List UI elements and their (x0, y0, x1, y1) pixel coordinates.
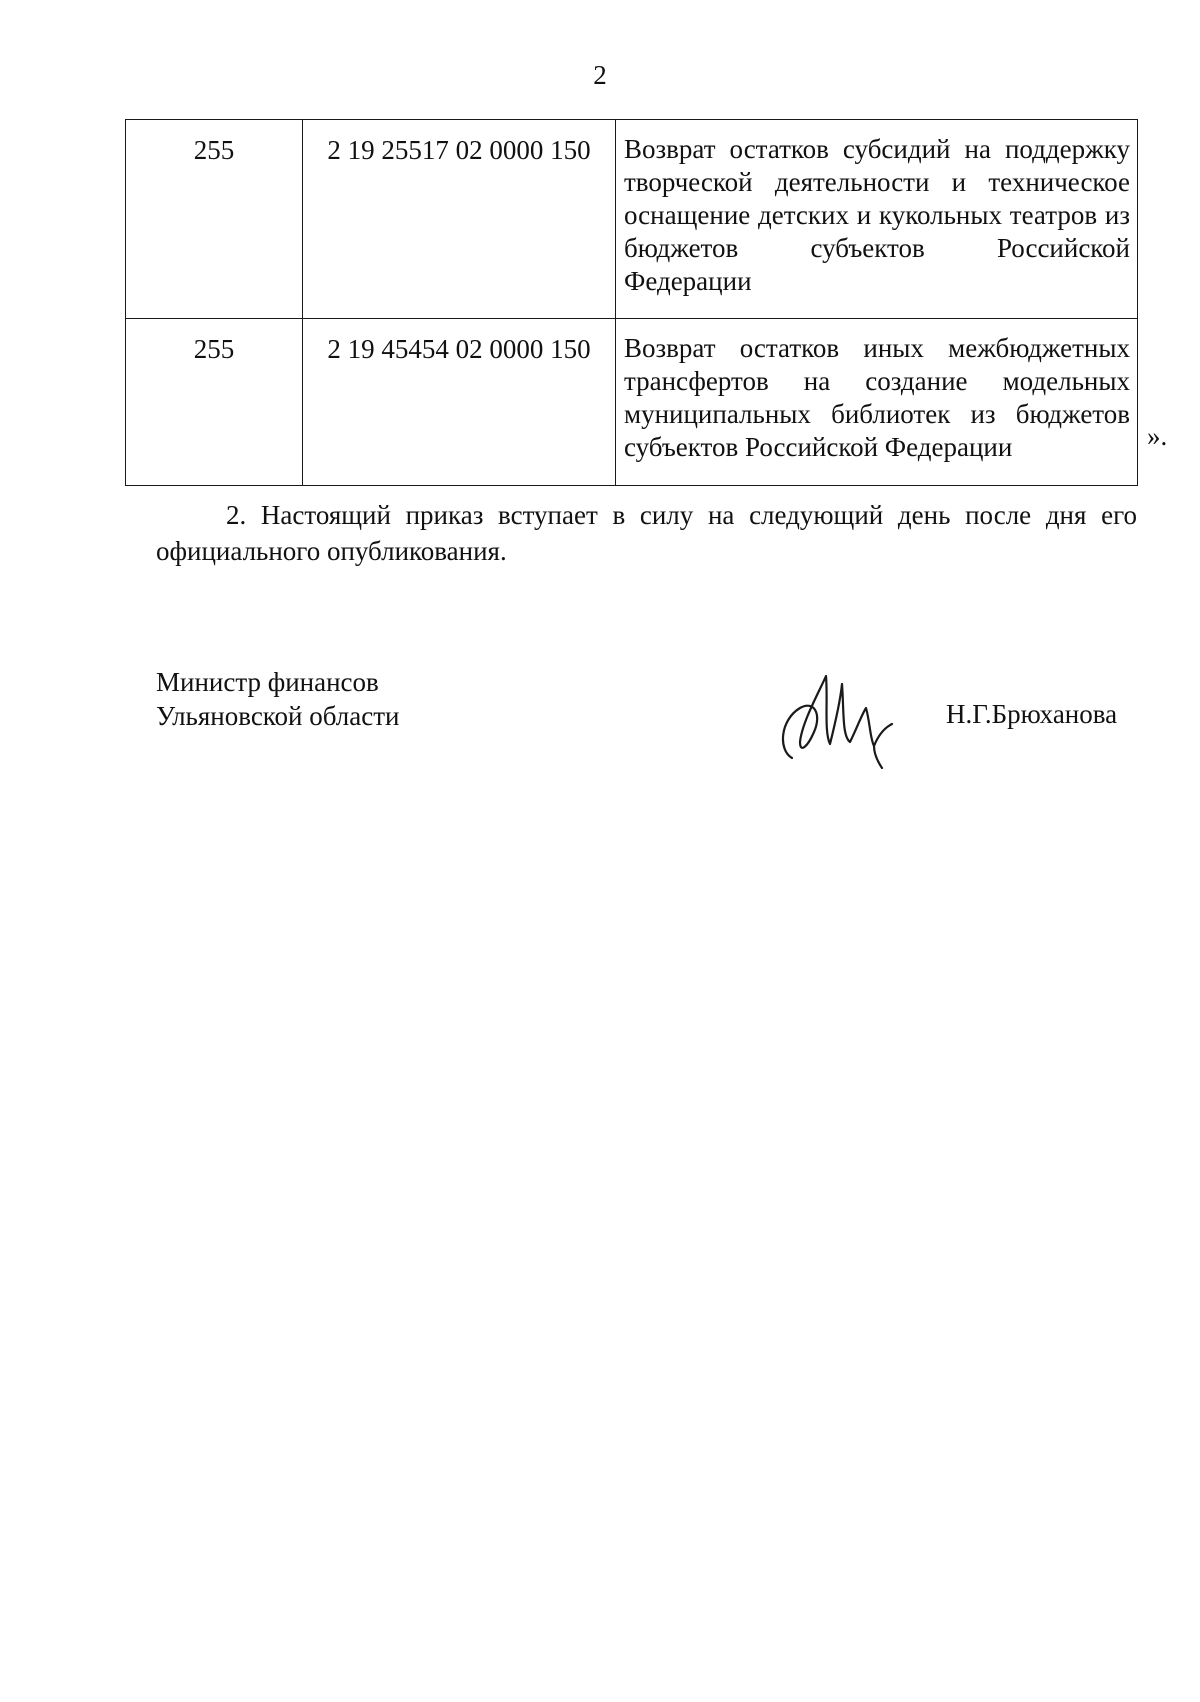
closing-quote: ». (1147, 421, 1168, 451)
description-cell: Возврат остатков субсидий на поддержку творческой деятельности и техническое оснащение детских и кукольных театров из бюджетов субъектов Российской Федерации (616, 120, 1138, 319)
handwritten-signature (770, 670, 900, 770)
signatory-title-line: Ульяновской области (156, 701, 400, 731)
signatory-title-line: Министр финансов (156, 667, 379, 697)
budget-code-cell: 2 19 45454 02 0000 150 (303, 319, 616, 486)
admin-code-cell: 255 (126, 120, 303, 319)
signatory-name: Н.Г.Брюханова (946, 699, 1118, 729)
page-number: 2 (593, 60, 607, 90)
signatory-title (156, 665, 400, 733)
table-row (126, 319, 1138, 486)
table-row (126, 120, 1138, 319)
budget-code-cell: 2 19 25517 02 0000 150 (303, 120, 616, 319)
effective-date-paragraph: 2. Настоящий приказ вступает в силу на следующий день после дня его официального опубликования. (156, 500, 1137, 566)
budget-codes-table (125, 119, 1138, 486)
admin-code-cell: 255 (126, 319, 303, 486)
description-cell: Возврат остатков иных межбюджетных трансфертов на создание модельных муниципальных библиотек из бюджетов субъектов Российской Федерации (616, 319, 1138, 486)
